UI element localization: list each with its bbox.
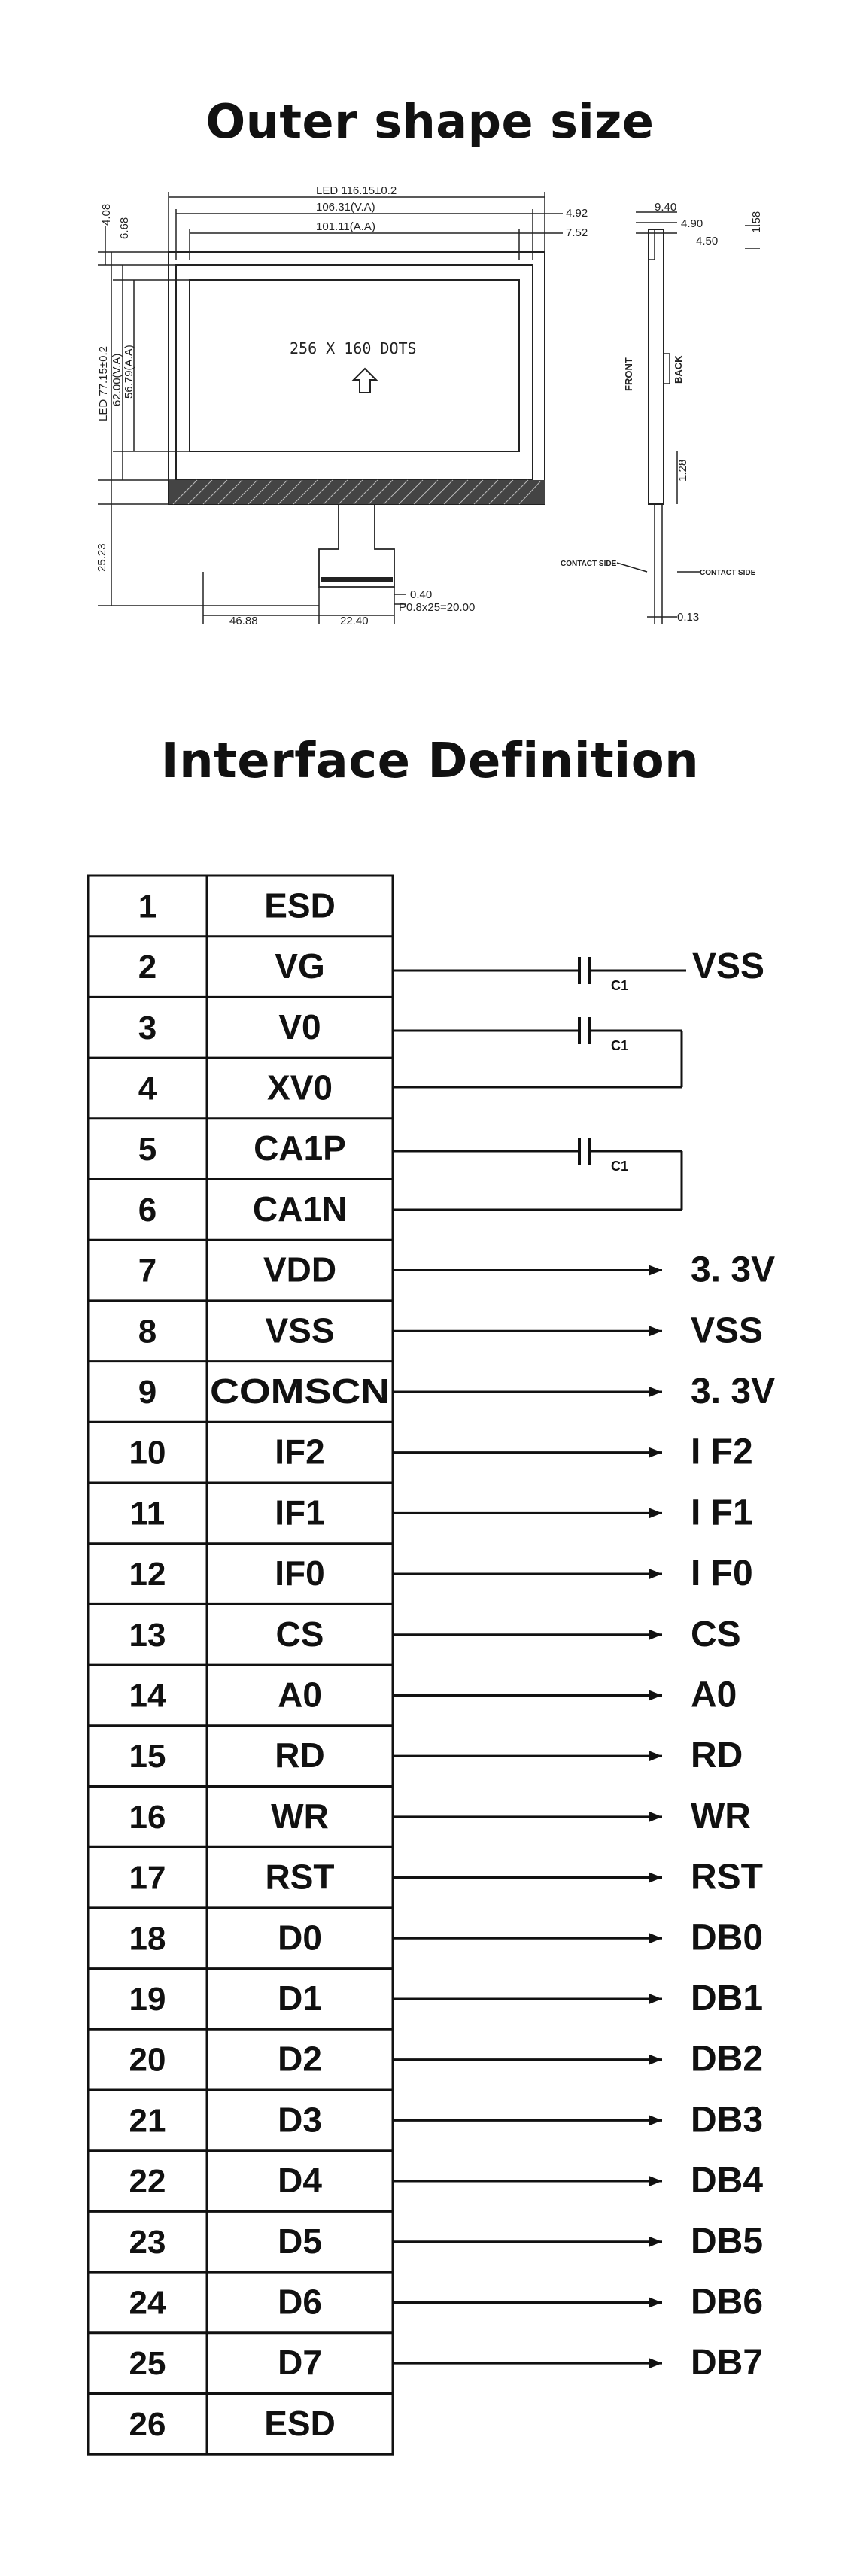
side-940: 9.40	[655, 201, 677, 214]
pin-row	[138, 1068, 333, 1107]
pin-name: ESD	[264, 886, 336, 925]
connection-label: VSS	[691, 1311, 764, 1351]
fpc-width-label: 22.40	[340, 615, 369, 627]
pin-row	[129, 2040, 764, 2079]
pin-number: 24	[129, 2284, 166, 2322]
pin-number: 4	[138, 1070, 157, 1107]
pin-name: CA1N	[252, 1189, 348, 1229]
connection-label: DB7	[691, 2343, 764, 2383]
connection-label: WR	[691, 1796, 751, 1836]
dim-2523: 25.23	[96, 543, 108, 572]
pin-number: 15	[129, 1738, 166, 1776]
connection-label: DB3	[691, 2100, 764, 2140]
pin-row	[138, 886, 336, 925]
pin-name: COMSCN	[210, 1371, 390, 1411]
pin-name: WR	[271, 1796, 329, 1836]
pin-name: D2	[278, 2039, 322, 2079]
pin-name: D7	[278, 2343, 322, 2383]
side-490: 4.90	[681, 217, 703, 230]
pin-number: 18	[129, 1920, 166, 1958]
pin-number: 6	[138, 1191, 157, 1229]
side-450: 4.50	[696, 235, 719, 248]
pin-number: 5	[138, 1131, 157, 1168]
pin-name: D1	[278, 1978, 322, 2018]
connection-label: DB0	[691, 1918, 764, 1958]
pin-name: IF2	[275, 1432, 325, 1472]
capacitor-label-3: C1	[611, 1159, 629, 1174]
connection-label: CS	[691, 1614, 741, 1654]
aa-height-label: 56.79(A.A)	[123, 345, 135, 399]
pin-row	[129, 2100, 764, 2140]
pin-number: 22	[129, 2163, 166, 2201]
pin-row	[129, 2343, 764, 2383]
connection-label: I F2	[691, 1432, 753, 1472]
pin-name: D0	[278, 1918, 322, 1958]
connection-label: DB2	[691, 2039, 764, 2079]
connection-label: I F0	[691, 1554, 753, 1594]
dim-492: 4.92	[566, 207, 588, 220]
pin-row	[138, 1372, 775, 1411]
back-label: BACK	[673, 355, 684, 384]
pin-number: 8	[138, 1313, 157, 1350]
pin-row	[130, 1493, 753, 1533]
pin-number: 20	[129, 2041, 166, 2079]
pin-name: VG	[275, 946, 325, 986]
connection-label: RST	[691, 1857, 763, 1897]
pin-row	[129, 1918, 764, 1958]
side-013: 0.13	[677, 611, 700, 624]
pin-number: 1	[138, 888, 157, 925]
connection-label: DB1	[691, 1978, 764, 2019]
connection-label: 3. 3V	[691, 1371, 776, 1411]
offset-label: 46.88	[229, 615, 258, 627]
dots-label: 256 X 160 DOTS	[290, 339, 417, 357]
pin-number: 16	[129, 1798, 166, 1836]
led-width-label: LED 116.15±0.2	[316, 184, 397, 197]
connection-label: A0	[691, 1675, 737, 1715]
pin-row	[138, 1007, 321, 1046]
pin-name: VSS	[265, 1311, 335, 1350]
dim-668: 6.68	[118, 217, 131, 239]
pin-number: 19	[129, 1980, 166, 2018]
dim-408: 4.08	[100, 203, 113, 226]
pin-name: D5	[278, 2221, 322, 2261]
pin-number: 12	[129, 1556, 166, 1593]
capacitor-network	[393, 957, 686, 1210]
pin-name: RST	[265, 1857, 335, 1897]
pin-number: 17	[129, 1859, 166, 1897]
pin-name: D3	[278, 2100, 322, 2140]
pin-row	[129, 2222, 764, 2262]
pin-row	[129, 1979, 764, 2019]
pin-number: 25	[129, 2345, 166, 2383]
pin-name: CS	[275, 1614, 324, 1654]
pin-row	[129, 1736, 743, 1776]
connection-label: DB5	[691, 2221, 764, 2262]
pin-row	[138, 1250, 775, 1290]
contact-side-1: CONTACT SIDE	[561, 560, 617, 568]
pin-row	[129, 2282, 764, 2322]
pin-number: 11	[129, 1495, 166, 1533]
connection-label: 3. 3V	[691, 1250, 776, 1290]
contact-side-2: CONTACT SIDE	[700, 569, 756, 577]
connection-label: I F1	[691, 1493, 753, 1533]
pin-number: 10	[129, 1434, 166, 1472]
connection-label: RD	[691, 1736, 743, 1776]
pin-row	[129, 1675, 737, 1715]
front-label: FRONT	[623, 357, 634, 391]
pin-number: 13	[129, 1616, 166, 1654]
pin-row	[138, 1129, 346, 1168]
pin-name: V0	[278, 1007, 321, 1046]
pin-row	[129, 2404, 336, 2443]
va-width-label: 106.31(V.A)	[316, 201, 375, 214]
pin-row	[129, 2161, 764, 2201]
pin-name: IF1	[275, 1493, 325, 1533]
connection-label: DB4	[691, 2161, 764, 2201]
connection-label: VSS	[692, 946, 765, 987]
pin-row	[129, 1432, 753, 1472]
pin-name: VDD	[263, 1250, 337, 1290]
va-height-label: 62.00(V.A)	[111, 353, 123, 406]
capacitor-label-2: C1	[611, 1038, 629, 1053]
pin-row	[138, 1189, 347, 1229]
pin-table	[88, 876, 393, 2454]
interface-definition-title: Interface Definition	[160, 734, 700, 789]
pin-number: 7	[138, 1252, 157, 1290]
pitch-label: P0.8x25=20.00	[399, 601, 476, 614]
aa-width-label: 101.11(A.A)	[316, 220, 375, 233]
pin-row	[129, 1858, 763, 1897]
pin-number: 9	[138, 1373, 157, 1411]
pin-number: 14	[129, 1677, 166, 1715]
pin-number: 21	[129, 2102, 166, 2140]
pin-name: ESD	[264, 2403, 336, 2443]
pin-number: 2	[138, 949, 157, 986]
side-128: 1.28	[676, 459, 689, 481]
pin-number: 26	[129, 2405, 166, 2443]
pin-number: 23	[129, 2223, 166, 2261]
pin-name: IF0	[275, 1554, 325, 1593]
dim-752: 7.52	[566, 226, 588, 239]
pin-row	[129, 1615, 741, 1654]
pin-name: A0	[278, 1675, 322, 1715]
outer-shape-title: Outer shape size	[205, 94, 655, 149]
side-158: 1.58	[750, 211, 763, 233]
pin-name: RD	[275, 1736, 325, 1776]
pin-name: CA1P	[254, 1129, 346, 1168]
pin-row	[138, 946, 764, 986]
led-height-label: LED 77.15±0.2	[97, 346, 110, 421]
capacitor-label-1: C1	[611, 978, 629, 993]
pin-name: D6	[278, 2282, 322, 2322]
pin-name: D4	[278, 2161, 322, 2201]
pin-row	[129, 1554, 753, 1593]
pin-number: 3	[138, 1009, 157, 1046]
connection-label: DB6	[691, 2282, 764, 2322]
pin-row	[138, 1311, 763, 1350]
pitch-gap-label: 0.40	[410, 588, 433, 601]
pin-row	[129, 1797, 751, 1836]
pin-name: XV0	[267, 1068, 333, 1107]
